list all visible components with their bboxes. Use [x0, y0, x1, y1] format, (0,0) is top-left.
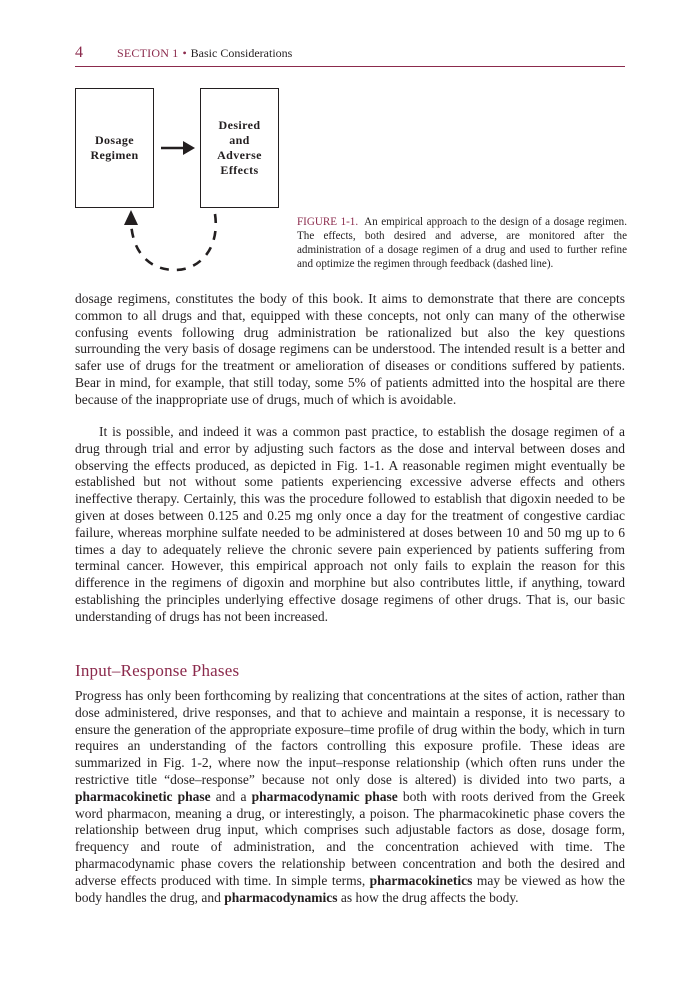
header-separator: • [182, 46, 187, 60]
effects-box [200, 88, 279, 208]
p3-text-a: Progress has only been forthcoming by realizing that concentrations at the sites of action, rather than dose administered, drive responses, and that to achieve and maintain a response, it is necessary to ensure the generation of the appropriate exposure–time profile of drug within the body, which in turn requires an understanding of the factors controlling this exposure profile. These ideas are summarized in Fig. 1-2, where now the input–response relationship (which often runs under the restrictive title “dose–response” because not only dose is altered) is divided into two parts, a [75, 688, 625, 787]
caption-label: FIGURE 1-1. [297, 216, 359, 228]
term-pharmacokinetics: pharmacokinetics [369, 872, 473, 888]
running-head [117, 46, 292, 61]
figure-caption [297, 215, 627, 271]
figure-1-1 [75, 88, 275, 278]
feedback-arrow-head [124, 210, 138, 225]
term-pharmacokinetic-phase: pharmacokinetic phase [75, 788, 211, 804]
dosage-regimen-box [75, 88, 154, 208]
effects-label: Desired and Adverse Effects [217, 118, 262, 177]
paragraph-1: dosage regimens, constitutes the body of this book. It aims to demonstrate that there are concepts common to all drugs and that, equipped with these concepts, not only can many of the otherwise confusing events following drug administration be rationalized but also the key questions surrounding the very basis of dosage regimens can be understood. The intended result is a better and safer use of drugs for the treatment or amelioration of diseases or conditions suffered by patients. Bear in mind, for example, that still today, some 5% of patients admitted into the hospital are there because of the inappropriate use of drugs, much of which is avoidable. [75, 291, 625, 407]
section-heading: Input–Response Phases [75, 661, 240, 680]
p3-text-e: as how the drug affects the body. [337, 889, 519, 905]
term-pharmacodynamics: pharmacodynamics [224, 889, 338, 905]
p3-text-d: may be viewed as how the body handles the drug, and [75, 872, 625, 905]
section-title: Basic Considerations [190, 46, 293, 60]
p3-text-b: and a [210, 788, 252, 804]
paragraph-3 [75, 688, 625, 906]
forward-arrow-head [183, 141, 195, 155]
term-pharmacodynamic-phase: pharmacodynamic phase [251, 788, 398, 804]
dosage-regimen-label: Dosage Regimen [90, 133, 139, 162]
page-number: 4 [75, 44, 83, 61]
feedback-dashed-line [131, 214, 216, 270]
section-label: SECTION 1 [117, 46, 179, 60]
caption-text: An empirical approach to the design of a dosage regimen. The effects, both desired and adverse, are monitored after the administration of a dosage regimen of a drug and used to further refine and optimize the regimen through feedback (dashed line). [297, 216, 627, 270]
p3-text-c: both with roots derived from the Greek word pharmacon, meaning a drug, or interestingly, a poison. The pharmacokinetic phase covers the relationship between drug input, which comprises such adjustable factors as dose, dosage form, frequency and route of administration, and the concentration achieved with time. The pharmacodynamic phase covers the relationship between concentration and both the desired and adverse effects produced with time. In simple terms, [75, 788, 625, 888]
page-header [75, 44, 625, 67]
paragraph-2: It is possible, and indeed it was a common past practice, to establish the dosage regimen of a drug through trial and error by adjusting such factors as the dose and interval between doses and observing the effects produced, as depicted in Fig. 1-1. A reasonable regimen might eventually be established but not without some patients experiencing excessive adverse effects and others ineffective therapy. Certainly, this was the procedure followed to establish that digoxin needed to be given at doses between 0.125 and 0.25 mg only once a day for the treatment of congestive cardiac failure, whereas morphine sulfate needed to be administered at doses between 10 and 50 mg up to 6 times a day to adequately relieve the chronic severe pain experienced by patients suffering from terminal cancer. However, this empirical approach not only fails to explain the reason for this difference in the regimens of digoxin and morphine but also contributes little, if anything, toward establishing the principles underlying effective dosage regimens of other drugs. That is, our basic understanding of drugs has not been increased. [75, 424, 625, 624]
